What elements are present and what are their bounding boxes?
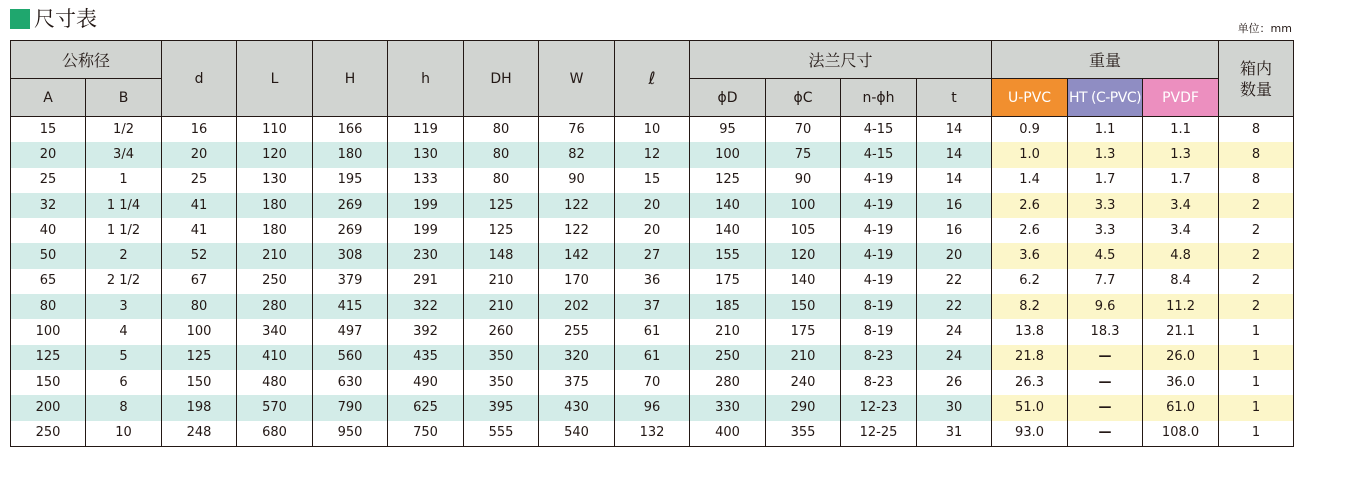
cell-phiC: 290 xyxy=(766,395,841,420)
cell-d: 150 xyxy=(162,370,237,395)
cell-ht: — xyxy=(1068,370,1143,395)
cell-pvdf: 4.8 xyxy=(1143,243,1219,268)
cell-h: 750 xyxy=(388,421,464,447)
cell-d: 80 xyxy=(162,294,237,319)
cell-box: 8 xyxy=(1219,142,1294,167)
cell-t: 14 xyxy=(917,117,992,143)
cell-n-phi-h: 12-25 xyxy=(841,421,917,447)
cell-ht: 9.6 xyxy=(1068,294,1143,319)
cell-ell: 20 xyxy=(615,193,690,218)
cell-pvdf: 1.7 xyxy=(1143,168,1219,193)
table-row xyxy=(11,218,1294,243)
cell-h: 199 xyxy=(388,193,464,218)
cell-phiC: 105 xyxy=(766,218,841,243)
cell-H: 415 xyxy=(313,294,388,319)
cell-H: 166 xyxy=(313,117,388,143)
cell-L: 280 xyxy=(237,294,313,319)
header-pvdf: PVDF xyxy=(1143,79,1219,117)
cell-ell: 96 xyxy=(615,395,690,420)
cell-box: 2 xyxy=(1219,193,1294,218)
cell-ht: — xyxy=(1068,421,1143,447)
cell-ht: 1.3 xyxy=(1068,142,1143,167)
cell-H: 497 xyxy=(313,319,388,344)
cell-H: 560 xyxy=(313,345,388,370)
cell-ht: 3.3 xyxy=(1068,218,1143,243)
cell-pvdf: 3.4 xyxy=(1143,218,1219,243)
cell-H: 379 xyxy=(313,269,388,294)
cell-a: 80 xyxy=(11,294,86,319)
cell-d: 67 xyxy=(162,269,237,294)
cell-ell: 132 xyxy=(615,421,690,447)
cell-n-phi-h: 4-19 xyxy=(841,243,917,268)
cell-t: 22 xyxy=(917,294,992,319)
header-weight: 重量 xyxy=(992,41,1219,79)
cell-ell: 27 xyxy=(615,243,690,268)
cell-W: 122 xyxy=(539,218,615,243)
unit-label: 单位：mm xyxy=(1237,22,1292,35)
cell-pvdf: 61.0 xyxy=(1143,395,1219,420)
cell-b: 2 xyxy=(86,243,162,268)
cell-W: 76 xyxy=(539,117,615,143)
cell-d: 198 xyxy=(162,395,237,420)
header-DH: DH xyxy=(464,41,539,117)
cell-t: 14 xyxy=(917,142,992,167)
cell-box: 2 xyxy=(1219,243,1294,268)
cell-phiC: 240 xyxy=(766,370,841,395)
cell-upvc: 51.0 xyxy=(992,395,1068,420)
cell-t: 30 xyxy=(917,395,992,420)
cell-a: 65 xyxy=(11,269,86,294)
cell-h: 435 xyxy=(388,345,464,370)
cell-phiC: 150 xyxy=(766,294,841,319)
cell-upvc: 1.0 xyxy=(992,142,1068,167)
cell-H: 630 xyxy=(313,370,388,395)
header-L: L xyxy=(237,41,313,117)
cell-b: 1 xyxy=(86,168,162,193)
cell-a: 20 xyxy=(11,142,86,167)
header-n-phi-h: n-ϕh xyxy=(841,79,917,117)
cell-ht: 3.3 xyxy=(1068,193,1143,218)
cell-DH: 350 xyxy=(464,345,539,370)
cell-ell: 61 xyxy=(615,345,690,370)
cell-n-phi-h: 4-15 xyxy=(841,142,917,167)
cell-phiD: 155 xyxy=(690,243,766,268)
cell-W: 255 xyxy=(539,319,615,344)
section-title xyxy=(10,4,97,34)
cell-box: 1 xyxy=(1219,319,1294,344)
cell-pvdf: 21.1 xyxy=(1143,319,1219,344)
table-row xyxy=(11,243,1294,268)
cell-a: 25 xyxy=(11,168,86,193)
cell-pvdf: 108.0 xyxy=(1143,421,1219,447)
header-ell: ℓ xyxy=(615,41,690,117)
cell-t: 24 xyxy=(917,319,992,344)
cell-n-phi-h: 4-19 xyxy=(841,269,917,294)
cell-h: 625 xyxy=(388,395,464,420)
cell-upvc: 0.9 xyxy=(992,117,1068,143)
cell-n-phi-h: 4-15 xyxy=(841,117,917,143)
cell-box: 1 xyxy=(1219,421,1294,447)
cell-b: 1 1/4 xyxy=(86,193,162,218)
cell-ell: 10 xyxy=(615,117,690,143)
cell-phiC: 210 xyxy=(766,345,841,370)
cell-ell: 70 xyxy=(615,370,690,395)
title-text: 尺寸表 xyxy=(34,7,97,31)
header-flange: 法兰尺寸 xyxy=(690,41,992,79)
cell-t: 22 xyxy=(917,269,992,294)
cell-pvdf: 26.0 xyxy=(1143,345,1219,370)
cell-H: 950 xyxy=(313,421,388,447)
cell-a: 200 xyxy=(11,395,86,420)
cell-n-phi-h: 12-23 xyxy=(841,395,917,420)
cell-W: 142 xyxy=(539,243,615,268)
cell-box: 2 xyxy=(1219,294,1294,319)
cell-h: 490 xyxy=(388,370,464,395)
cell-b: 5 xyxy=(86,345,162,370)
cell-t: 20 xyxy=(917,243,992,268)
cell-upvc: 93.0 xyxy=(992,421,1068,447)
cell-upvc: 3.6 xyxy=(992,243,1068,268)
cell-H: 308 xyxy=(313,243,388,268)
cell-n-phi-h: 8-23 xyxy=(841,345,917,370)
cell-W: 430 xyxy=(539,395,615,420)
cell-DH: 80 xyxy=(464,117,539,143)
cell-b: 2 1/2 xyxy=(86,269,162,294)
cell-phiD: 280 xyxy=(690,370,766,395)
header-phiD: ϕD xyxy=(690,79,766,117)
cell-DH: 210 xyxy=(464,294,539,319)
cell-phiD: 140 xyxy=(690,193,766,218)
cell-phiD: 175 xyxy=(690,269,766,294)
cell-L: 110 xyxy=(237,117,313,143)
cell-ell: 37 xyxy=(615,294,690,319)
cell-a: 250 xyxy=(11,421,86,447)
header-box-quantity: 箱内数量 xyxy=(1219,41,1294,117)
cell-h: 230 xyxy=(388,243,464,268)
cell-L: 480 xyxy=(237,370,313,395)
cell-pvdf: 1.3 xyxy=(1143,142,1219,167)
cell-t: 16 xyxy=(917,193,992,218)
cell-n-phi-h: 8-23 xyxy=(841,370,917,395)
header-t: t xyxy=(917,79,992,117)
cell-L: 210 xyxy=(237,243,313,268)
title-square-icon xyxy=(10,9,30,29)
cell-phiC: 355 xyxy=(766,421,841,447)
cell-L: 680 xyxy=(237,421,313,447)
header-nominal-size: 公称径 xyxy=(11,41,162,79)
cell-DH: 125 xyxy=(464,193,539,218)
cell-DH: 80 xyxy=(464,168,539,193)
cell-t: 24 xyxy=(917,345,992,370)
table-row xyxy=(11,294,1294,319)
cell-phiC: 140 xyxy=(766,269,841,294)
cell-DH: 260 xyxy=(464,319,539,344)
cell-L: 120 xyxy=(237,142,313,167)
cell-a: 150 xyxy=(11,370,86,395)
cell-box: 1 xyxy=(1219,345,1294,370)
cell-ht: — xyxy=(1068,395,1143,420)
cell-H: 180 xyxy=(313,142,388,167)
cell-h: 291 xyxy=(388,269,464,294)
cell-n-phi-h: 4-19 xyxy=(841,193,917,218)
cell-h: 130 xyxy=(388,142,464,167)
header-phiC: ϕC xyxy=(766,79,841,117)
cell-W: 202 xyxy=(539,294,615,319)
table-row xyxy=(11,421,1294,447)
cell-d: 52 xyxy=(162,243,237,268)
cell-b: 6 xyxy=(86,370,162,395)
cell-phiD: 100 xyxy=(690,142,766,167)
cell-box: 1 xyxy=(1219,370,1294,395)
cell-ht: 18.3 xyxy=(1068,319,1143,344)
cell-pvdf: 1.1 xyxy=(1143,117,1219,143)
cell-ell: 20 xyxy=(615,218,690,243)
cell-upvc: 2.6 xyxy=(992,218,1068,243)
cell-upvc: 2.6 xyxy=(992,193,1068,218)
cell-ht: — xyxy=(1068,345,1143,370)
cell-H: 790 xyxy=(313,395,388,420)
cell-a: 125 xyxy=(11,345,86,370)
cell-pvdf: 36.0 xyxy=(1143,370,1219,395)
cell-b: 1/2 xyxy=(86,117,162,143)
cell-upvc: 13.8 xyxy=(992,319,1068,344)
cell-L: 180 xyxy=(237,218,313,243)
table-row xyxy=(11,193,1294,218)
cell-phiD: 210 xyxy=(690,319,766,344)
cell-box: 1 xyxy=(1219,395,1294,420)
cell-b: 8 xyxy=(86,395,162,420)
cell-H: 269 xyxy=(313,193,388,218)
cell-phiD: 185 xyxy=(690,294,766,319)
cell-d: 248 xyxy=(162,421,237,447)
cell-box: 8 xyxy=(1219,117,1294,143)
cell-phiC: 90 xyxy=(766,168,841,193)
cell-DH: 148 xyxy=(464,243,539,268)
cell-b: 3/4 xyxy=(86,142,162,167)
cell-box: 2 xyxy=(1219,269,1294,294)
cell-h: 392 xyxy=(388,319,464,344)
cell-ell: 15 xyxy=(615,168,690,193)
cell-W: 122 xyxy=(539,193,615,218)
cell-d: 16 xyxy=(162,117,237,143)
cell-d: 100 xyxy=(162,319,237,344)
cell-d: 41 xyxy=(162,218,237,243)
cell-DH: 350 xyxy=(464,370,539,395)
cell-n-phi-h: 8-19 xyxy=(841,294,917,319)
header-h: h xyxy=(388,41,464,117)
cell-ht: 1.7 xyxy=(1068,168,1143,193)
header-upvc: U-PVC xyxy=(992,79,1068,117)
table-row xyxy=(11,345,1294,370)
cell-W: 540 xyxy=(539,421,615,447)
cell-W: 375 xyxy=(539,370,615,395)
cell-W: 82 xyxy=(539,142,615,167)
table-row xyxy=(11,395,1294,420)
cell-phiC: 120 xyxy=(766,243,841,268)
table-row xyxy=(11,319,1294,344)
header-W: W xyxy=(539,41,615,117)
cell-L: 410 xyxy=(237,345,313,370)
cell-W: 170 xyxy=(539,269,615,294)
cell-phiC: 75 xyxy=(766,142,841,167)
cell-b: 1 1/2 xyxy=(86,218,162,243)
cell-L: 570 xyxy=(237,395,313,420)
cell-ell: 36 xyxy=(615,269,690,294)
cell-DH: 80 xyxy=(464,142,539,167)
cell-phiC: 70 xyxy=(766,117,841,143)
cell-DH: 555 xyxy=(464,421,539,447)
cell-phiD: 95 xyxy=(690,117,766,143)
cell-t: 14 xyxy=(917,168,992,193)
cell-b: 3 xyxy=(86,294,162,319)
header-B: B xyxy=(86,79,162,117)
cell-box: 2 xyxy=(1219,218,1294,243)
cell-d: 25 xyxy=(162,168,237,193)
cell-pvdf: 3.4 xyxy=(1143,193,1219,218)
cell-h: 322 xyxy=(388,294,464,319)
cell-phiD: 140 xyxy=(690,218,766,243)
cell-n-phi-h: 8-19 xyxy=(841,319,917,344)
cell-ht: 4.5 xyxy=(1068,243,1143,268)
cell-box: 8 xyxy=(1219,168,1294,193)
cell-a: 40 xyxy=(11,218,86,243)
cell-b: 10 xyxy=(86,421,162,447)
header-A: A xyxy=(11,79,86,117)
cell-pvdf: 11.2 xyxy=(1143,294,1219,319)
cell-a: 50 xyxy=(11,243,86,268)
cell-t: 16 xyxy=(917,218,992,243)
cell-phiD: 125 xyxy=(690,168,766,193)
cell-L: 180 xyxy=(237,193,313,218)
cell-h: 199 xyxy=(388,218,464,243)
header-d: d xyxy=(162,41,237,117)
header-ht-cpvc: HT (C-PVC) xyxy=(1068,79,1143,117)
cell-ht: 7.7 xyxy=(1068,269,1143,294)
cell-W: 320 xyxy=(539,345,615,370)
cell-upvc: 6.2 xyxy=(992,269,1068,294)
header-H: H xyxy=(313,41,388,117)
cell-H: 195 xyxy=(313,168,388,193)
cell-a: 100 xyxy=(11,319,86,344)
table-row xyxy=(11,142,1294,167)
cell-DH: 210 xyxy=(464,269,539,294)
table-row xyxy=(11,269,1294,294)
cell-n-phi-h: 4-19 xyxy=(841,168,917,193)
cell-h: 119 xyxy=(388,117,464,143)
cell-ell: 12 xyxy=(615,142,690,167)
cell-phiD: 400 xyxy=(690,421,766,447)
cell-phiC: 175 xyxy=(766,319,841,344)
cell-a: 32 xyxy=(11,193,86,218)
cell-t: 31 xyxy=(917,421,992,447)
cell-t: 26 xyxy=(917,370,992,395)
cell-phiC: 100 xyxy=(766,193,841,218)
cell-d: 20 xyxy=(162,142,237,167)
cell-upvc: 1.4 xyxy=(992,168,1068,193)
cell-DH: 395 xyxy=(464,395,539,420)
cell-L: 340 xyxy=(237,319,313,344)
cell-H: 269 xyxy=(313,218,388,243)
cell-pvdf: 8.4 xyxy=(1143,269,1219,294)
table-row xyxy=(11,370,1294,395)
cell-upvc: 8.2 xyxy=(992,294,1068,319)
cell-ht: 1.1 xyxy=(1068,117,1143,143)
cell-a: 15 xyxy=(11,117,86,143)
cell-phiD: 250 xyxy=(690,345,766,370)
cell-DH: 125 xyxy=(464,218,539,243)
cell-upvc: 26.3 xyxy=(992,370,1068,395)
cell-d: 41 xyxy=(162,193,237,218)
cell-b: 4 xyxy=(86,319,162,344)
table-row xyxy=(11,168,1294,193)
table-row xyxy=(11,117,1294,143)
dimension-table xyxy=(10,40,1294,447)
cell-h: 133 xyxy=(388,168,464,193)
cell-L: 250 xyxy=(237,269,313,294)
cell-L: 130 xyxy=(237,168,313,193)
cell-d: 125 xyxy=(162,345,237,370)
cell-upvc: 21.8 xyxy=(992,345,1068,370)
cell-n-phi-h: 4-19 xyxy=(841,218,917,243)
cell-ell: 61 xyxy=(615,319,690,344)
cell-phiD: 330 xyxy=(690,395,766,420)
cell-W: 90 xyxy=(539,168,615,193)
